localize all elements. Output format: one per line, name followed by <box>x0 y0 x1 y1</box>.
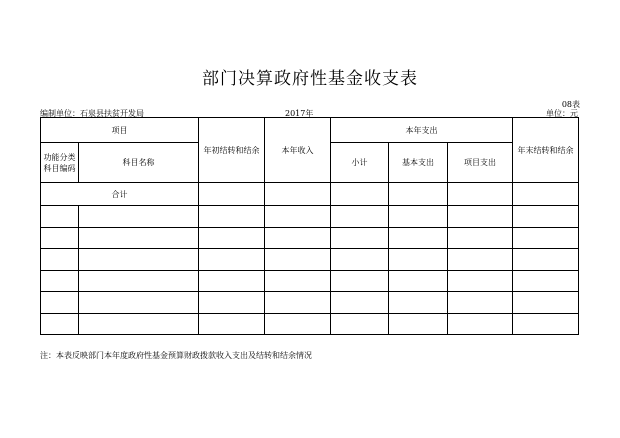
table-cell <box>79 292 199 314</box>
table-cell <box>41 227 79 249</box>
table-cell <box>331 292 389 314</box>
form-number: 08表 <box>561 100 580 109</box>
table-cell <box>448 292 513 314</box>
table-row <box>41 206 579 228</box>
table-cell <box>448 270 513 292</box>
table-cell <box>199 270 265 292</box>
fund-table <box>40 117 579 335</box>
report-year: 2017年 <box>285 109 314 118</box>
header-item: 项目 <box>41 118 199 143</box>
table-cell <box>513 206 579 228</box>
header-year-income: 本年收入 <box>265 118 331 183</box>
table-cell <box>389 292 448 314</box>
table-cell <box>513 227 579 249</box>
table-row <box>41 249 579 271</box>
total-row <box>41 183 579 206</box>
header-subtotal: 小计 <box>331 143 389 183</box>
table-cell <box>331 313 389 335</box>
table-cell <box>389 206 448 228</box>
table-note: 注：本表反映部门本年度政府性基金预算财政拨款收入支出及结转和结余情况 <box>40 351 312 360</box>
table-cell <box>265 227 331 249</box>
table-cell <box>265 313 331 335</box>
table-cell <box>265 270 331 292</box>
table-cell <box>389 227 448 249</box>
table-row <box>41 270 579 292</box>
header-year-expense: 本年支出 <box>331 118 513 143</box>
table-cell <box>79 270 199 292</box>
table-cell <box>199 183 265 206</box>
table-cell <box>389 270 448 292</box>
table-row <box>41 313 579 335</box>
table-cell <box>513 313 579 335</box>
table-cell <box>513 249 579 271</box>
table-cell <box>41 270 79 292</box>
table-cell <box>79 206 199 228</box>
table-cell <box>41 292 79 314</box>
table-cell <box>331 206 389 228</box>
header-row-1 <box>41 118 579 143</box>
table-cell <box>41 313 79 335</box>
header-end-balance: 年末结转和结余 <box>513 118 579 183</box>
header-subject-name: 科目名称 <box>79 143 199 183</box>
table-row <box>41 227 579 249</box>
table-cell <box>513 183 579 206</box>
table-cell <box>199 292 265 314</box>
table-row <box>41 292 579 314</box>
total-label: 合计 <box>41 183 199 206</box>
table-cell <box>513 270 579 292</box>
table-cell <box>448 249 513 271</box>
table-cell <box>331 183 389 206</box>
table-cell <box>265 206 331 228</box>
table-cell <box>199 227 265 249</box>
table-cell <box>41 206 79 228</box>
table-cell <box>513 292 579 314</box>
table-cell <box>265 249 331 271</box>
table-cell <box>389 313 448 335</box>
header-begin-balance: 年初结转和结余 <box>199 118 265 183</box>
table-cell <box>79 249 199 271</box>
table-cell <box>448 313 513 335</box>
compiling-unit: 编制单位：石泉县扶贫开发局 <box>40 109 144 118</box>
table-cell <box>265 292 331 314</box>
table-cell <box>448 183 513 206</box>
table-cell <box>199 206 265 228</box>
table-cell <box>79 313 199 335</box>
table-cell <box>448 227 513 249</box>
table-cell <box>448 206 513 228</box>
table-cell <box>389 183 448 206</box>
table-cell <box>41 249 79 271</box>
table-cell <box>331 227 389 249</box>
header-project-expense: 项目支出 <box>448 143 513 183</box>
table-cell <box>389 249 448 271</box>
table-cell <box>265 183 331 206</box>
money-unit: 单位：元 <box>546 109 578 118</box>
table-cell <box>199 313 265 335</box>
table-cell <box>331 270 389 292</box>
table-cell <box>79 227 199 249</box>
page-title: 部门决算政府性基金收支表 <box>202 69 418 89</box>
table-cell <box>199 249 265 271</box>
header-func-code: 功能分类科目编码 <box>41 143 79 183</box>
table-cell <box>331 249 389 271</box>
header-basic-expense: 基本支出 <box>389 143 448 183</box>
